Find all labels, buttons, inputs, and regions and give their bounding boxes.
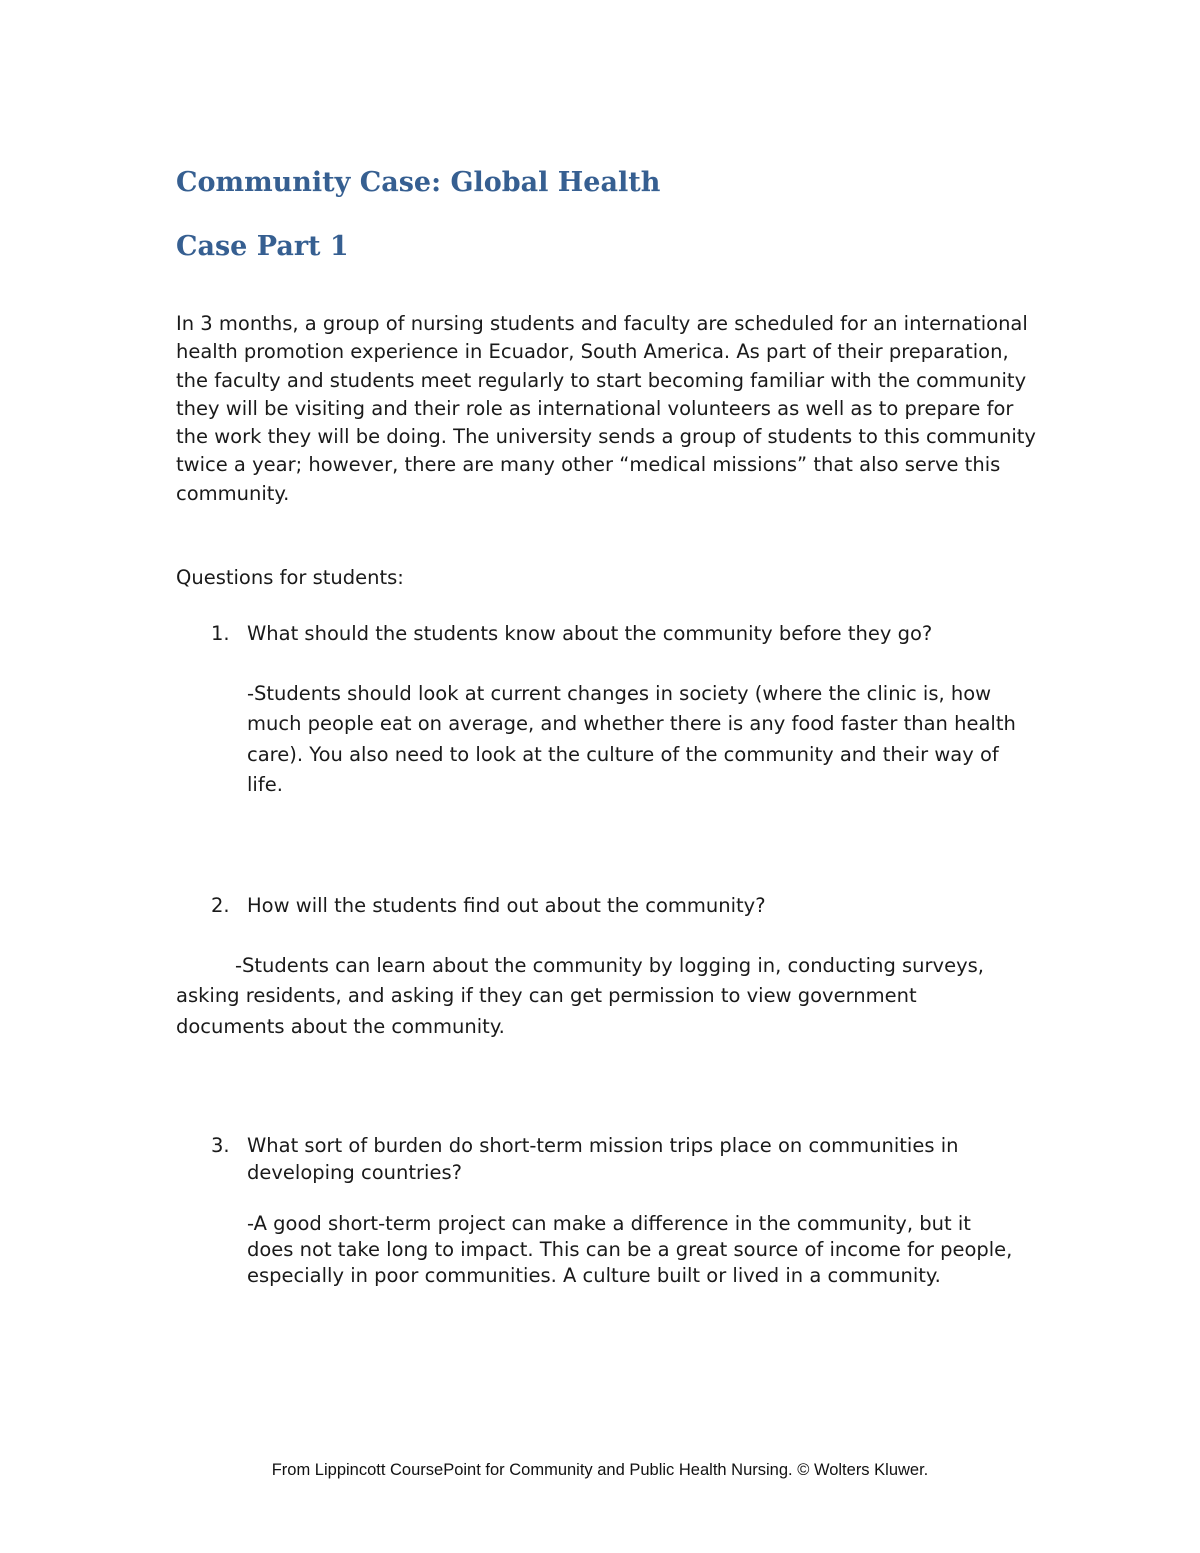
intro-paragraph: In 3 months, a group of nursing students and faculty are scheduled for an international health promotion experience in Ecuador, South America. As part of their preparation, the faculty and students meet regularly to start becoming familiar with the community they will be visiting and their role as international volunteers as well as to prepare for the work they will be doing. The university sends a group of students to this community twice a year; however, there are many other “medical missions” that also serve this community. bbox=[176, 312, 1036, 505]
answer-text: -Students should look at current changes in society (where the clinic is, how much people eat on average, and whether there is any food faster than health care). You also need to look at the culture of the community and their way of life. bbox=[247, 682, 1016, 796]
question-text: What sort of burden do short-term mission trips place on communities in developing countries? bbox=[247, 1134, 959, 1184]
questions-label: Questions for students: bbox=[176, 566, 404, 589]
question-text: How will the students find out about the community? bbox=[247, 894, 766, 917]
question-number: 1. bbox=[211, 622, 230, 645]
page-footer: From Lippincott CoursePoint for Community and Public Health Nursing. © Wolters Kluwer. bbox=[271, 1461, 929, 1479]
answer-text: -A good short-term project can make a difference in the community, but it does not take long to impact. This can be a great source of income for people, especially in poor communities. A culture built or lived in a community. bbox=[247, 1212, 1013, 1287]
case-part-heading: Case Part 1 bbox=[176, 231, 349, 262]
document-title: Community Case: Global Health bbox=[176, 167, 661, 198]
question-number: 3. bbox=[211, 1134, 230, 1157]
question-text: What should the students know about the community before they go? bbox=[247, 622, 933, 645]
question-number: 2. bbox=[211, 894, 230, 917]
answer-text: -Students can learn about the community by logging in, conducting surveys, asking residents, and asking if they can get permission to view government documents about the community. bbox=[176, 954, 984, 1038]
